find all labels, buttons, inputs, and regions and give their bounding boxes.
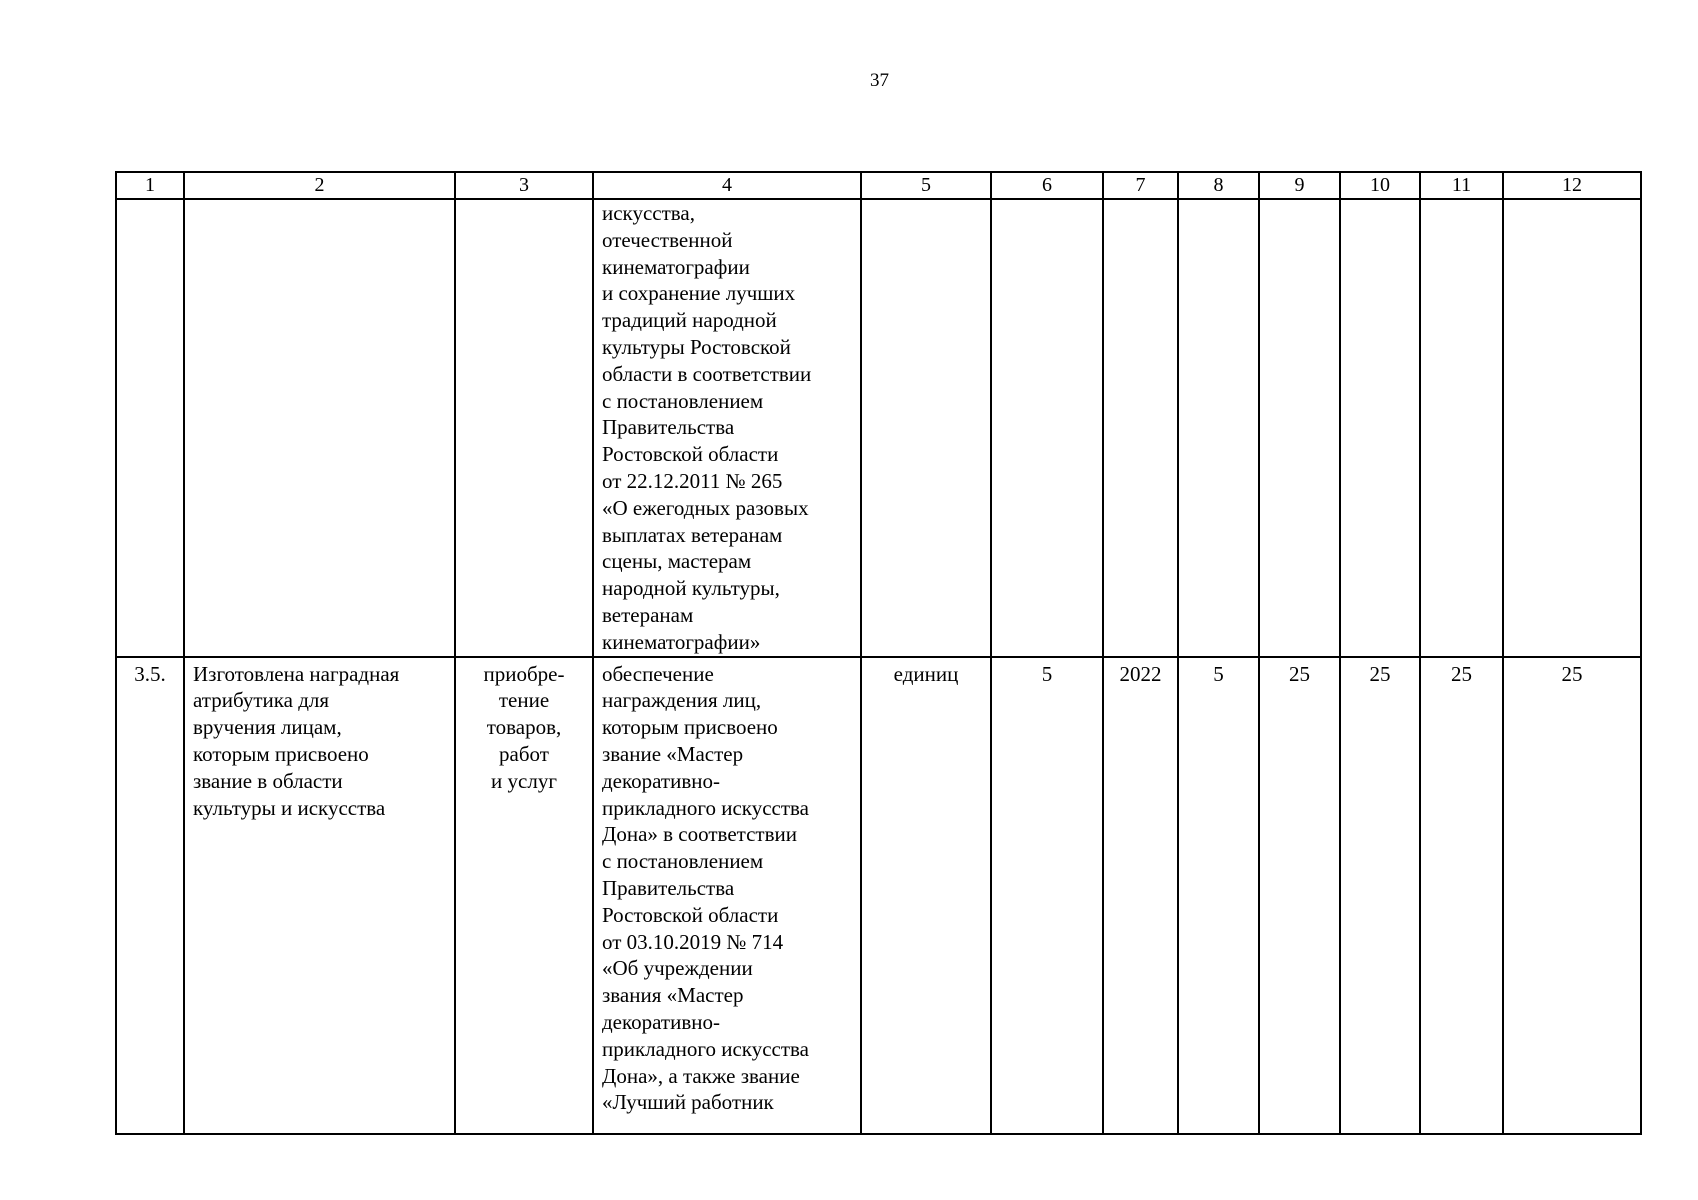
cell-description (593, 199, 861, 657)
cell-col9: 25 (1259, 657, 1340, 1134)
cell-col12: 25 (1503, 657, 1641, 1134)
cell-result (184, 199, 455, 657)
header-cell: 7 (1103, 172, 1178, 199)
cell-type (455, 199, 593, 657)
header-cell: 10 (1340, 172, 1420, 199)
header-cell: 1 (116, 172, 184, 199)
cell-unit (861, 199, 991, 657)
cell-unit: единиц (861, 657, 991, 1134)
cell-col6 (991, 199, 1103, 657)
data-table (115, 171, 1642, 1135)
header-cell: 5 (861, 172, 991, 199)
description-text: обеспечение награждения лиц, которым присвоено звание «Мастер декоративно- прикладного искусства Дона» в соответствии с постановлением Правительства Ростовской области от 03.10.2019 № 714 «Об учреждении звания «Мастер декоративно- прикладного искусства Дона», а также звание «Лучший работник (602, 661, 809, 1115)
description-text: искусства, отечественной кинематографии и сохранение лучших традиций народной культуры Ростовской области в соответствии с постановлением Правительства Ростовской области от 22.12.2011 № 265 «О ежегодных разовых выплатах ветеранам сцены, мастерам народной культуры, ветеранам кинематографии» (602, 201, 812, 654)
header-cell: 4 (593, 172, 861, 199)
cell-col8 (1178, 199, 1259, 657)
header-cell: 2 (184, 172, 455, 199)
type-text: приобре- тение товаров, работ и услуг (483, 661, 565, 793)
cell-description (593, 657, 861, 1134)
header-cell: 8 (1178, 172, 1259, 199)
cell-result (184, 657, 455, 1134)
header-cell: 11 (1420, 172, 1503, 199)
cell-col7: 2022 (1103, 657, 1178, 1134)
table-row (116, 199, 1641, 657)
cell-col11 (1420, 199, 1503, 657)
cell-col11: 25 (1420, 657, 1503, 1134)
result-text: Изготовлена наградная атрибутика для вручения лицам, которым присвоено звание в области культуры и искусства (193, 661, 400, 820)
cell-col6: 5 (991, 657, 1103, 1134)
cell-col10: 25 (1340, 657, 1420, 1134)
cell-col12 (1503, 199, 1641, 657)
cell-col7 (1103, 199, 1178, 657)
cell-col9 (1259, 199, 1340, 657)
table-row (116, 657, 1641, 1134)
page-number: 37 (870, 70, 889, 91)
header-cell: 9 (1259, 172, 1340, 199)
cell-col10 (1340, 199, 1420, 657)
header-cell: 12 (1503, 172, 1641, 199)
header-cell: 3 (455, 172, 593, 199)
cell-number (116, 199, 184, 657)
cell-type (455, 657, 593, 1134)
header-cell: 6 (991, 172, 1103, 199)
cell-number: 3.5. (116, 657, 184, 1134)
cell-col8: 5 (1178, 657, 1259, 1134)
table-header-row (116, 172, 1641, 199)
